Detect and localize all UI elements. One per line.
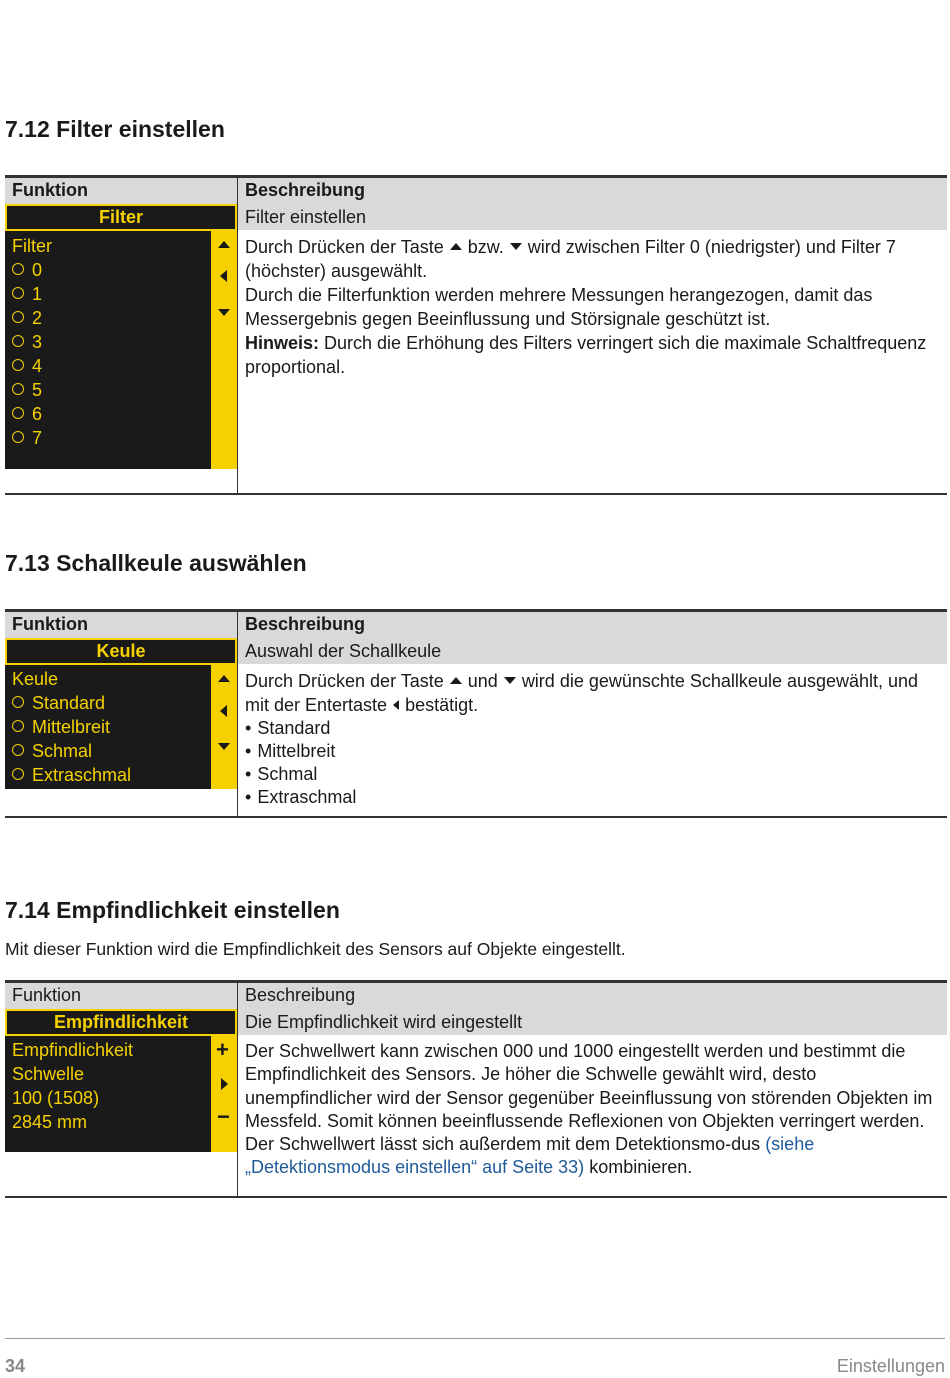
option-standard[interactable]: Standard bbox=[12, 693, 105, 714]
arrow-up-icon[interactable] bbox=[218, 241, 230, 248]
arrow-up-icon bbox=[450, 243, 462, 250]
page-number: 34 bbox=[5, 1356, 26, 1376]
radio-icon bbox=[12, 311, 24, 323]
row-description: Die Empfindlichkeit wird eingestellt bbox=[245, 1012, 523, 1032]
arrow-down-icon bbox=[504, 677, 516, 684]
radio-icon bbox=[12, 335, 24, 347]
plus-icon[interactable]: + bbox=[216, 1037, 229, 1062]
arrow-up-icon bbox=[450, 677, 462, 684]
arrow-down-icon bbox=[510, 243, 522, 250]
row-description: Filter einstellen bbox=[245, 207, 367, 227]
beam-table bbox=[5, 609, 947, 819]
column-header-function: Funktion bbox=[12, 614, 88, 634]
section-title-sensitivity: 7.14 Empfindlichkeit einstellen bbox=[5, 897, 340, 923]
radio-icon bbox=[12, 383, 24, 395]
option-filter-6[interactable]: 6 bbox=[12, 404, 42, 425]
chapter-name: Einstellungen bbox=[836, 1356, 945, 1376]
section-intro: Mit dieser Funktion wird die Empfindlichkeit des Sensors auf Objekte eingestellt. bbox=[5, 939, 626, 959]
column-header-description: Beschreibung bbox=[245, 180, 366, 200]
distance-readout: 2845 mm bbox=[12, 1112, 88, 1132]
arrow-down-icon[interactable] bbox=[218, 309, 230, 316]
option-mittelbreit[interactable]: Mittelbreit bbox=[12, 717, 110, 738]
display-heading: Filter bbox=[12, 236, 52, 256]
list-item: • Extraschmal bbox=[245, 786, 945, 809]
arrow-left-icon[interactable] bbox=[220, 270, 227, 282]
radio-icon bbox=[12, 744, 24, 756]
radio-icon bbox=[12, 431, 24, 443]
option-filter-1[interactable]: 1 bbox=[12, 284, 42, 305]
column-header-function: Funktion bbox=[12, 180, 88, 200]
arrow-left-icon bbox=[393, 700, 399, 710]
radio-icon bbox=[12, 407, 24, 419]
display-screen bbox=[5, 231, 237, 469]
sensitivity-table bbox=[5, 980, 947, 1200]
display-screen bbox=[5, 665, 237, 789]
key-bar bbox=[211, 1036, 237, 1152]
column-header-function: Funktion bbox=[12, 985, 82, 1005]
display-screen bbox=[5, 1036, 237, 1152]
option-schmal[interactable]: Schmal bbox=[12, 741, 92, 762]
radio-icon bbox=[12, 287, 24, 299]
list-item: • Schmal bbox=[245, 763, 945, 786]
arrow-right-icon[interactable] bbox=[221, 1078, 228, 1090]
arrow-up-icon[interactable] bbox=[218, 675, 230, 682]
section-title-beam: 7.13 Schallkeule auswählen bbox=[5, 550, 307, 576]
arrow-left-icon[interactable] bbox=[220, 705, 227, 717]
arrow-down-icon[interactable] bbox=[218, 743, 230, 750]
radio-icon bbox=[12, 768, 24, 780]
threshold-value[interactable]: 100 (1508) bbox=[12, 1088, 100, 1108]
option-filter-5[interactable]: 5 bbox=[12, 380, 42, 401]
beam-options-list bbox=[245, 717, 945, 809]
section-title-filter: 7.12 Filter einstellen bbox=[5, 116, 225, 142]
display-title: Filter bbox=[5, 204, 237, 231]
key-bar bbox=[211, 231, 237, 469]
column-header-description: Beschreibung bbox=[245, 614, 366, 634]
filter-table bbox=[5, 175, 947, 495]
key-bar bbox=[211, 665, 237, 789]
description-text: Der Schwellwert kann zwischen 000 und 1000 eingestellt werden und bestimmt die Empfindlichkeit des Sensors. Je höher die Schwelle gewählt wird, desto unempfindlicher wird der Sensor gegenüber Beeinflussung von störenden Objekten im Messfeld. Somit können beeinflussende Reflexionen von Objekten verringert werden. Der Schwellwert lässt sich außerdem mit dem Detektionsmo-dus (siehe „Detektionsmodus einstellen“ auf Seite 33) kombinieren. bbox=[245, 1041, 933, 1178]
column-header-description: Beschreibung bbox=[245, 985, 356, 1005]
cross-reference-link[interactable]: (siehe „Detektionsmodus einstellen“ auf Seite 33) bbox=[245, 1134, 815, 1178]
list-item: • Standard bbox=[245, 717, 945, 740]
display-heading: Keule bbox=[12, 669, 59, 689]
threshold-label: Schwelle bbox=[12, 1064, 85, 1084]
description-text: Durch Drücken der Taste bzw. wird zwischen Filter 0 (niedrigster) und Filter 7 (höchster) ausgewählt. Durch die Filterfunktion werden mehrere Messungen herangezogen, damit das Messergebnis gegen Beeinflussung und Störsignale geschützt ist. Hinweis: Durch die Erhöhung des Filters verringert sich die maximale Schaltfrequenz proportional. bbox=[245, 237, 927, 377]
minus-icon[interactable]: − bbox=[217, 1104, 230, 1129]
list-item: • Mittelbreit bbox=[245, 740, 945, 763]
option-filter-2[interactable]: 2 bbox=[12, 308, 42, 329]
radio-icon bbox=[12, 720, 24, 732]
display-heading: Empfindlichkeit bbox=[12, 1040, 134, 1060]
option-filter-0[interactable]: 0 bbox=[12, 260, 42, 281]
option-filter-4[interactable]: 4 bbox=[12, 356, 42, 377]
option-filter-7[interactable]: 7 bbox=[12, 428, 42, 449]
radio-icon bbox=[12, 359, 24, 371]
row-description: Auswahl der Schallkeule bbox=[245, 641, 442, 661]
display-title: Empfindlichkeit bbox=[5, 1009, 237, 1036]
description-text: Durch Drücken der Taste und wird die gewünschte Schallkeule ausgewählt, und mit der Entertaste bestätigt. • Standard • Mittelbreit • Schmal • Extraschmal bbox=[245, 669, 945, 809]
radio-icon bbox=[12, 263, 24, 275]
hint-label: Hinweis: bbox=[245, 333, 320, 353]
radio-icon bbox=[12, 696, 24, 708]
display-title: Keule bbox=[5, 638, 237, 665]
option-extraschmal[interactable]: Extraschmal bbox=[12, 765, 131, 786]
option-filter-3[interactable]: 3 bbox=[12, 332, 42, 353]
